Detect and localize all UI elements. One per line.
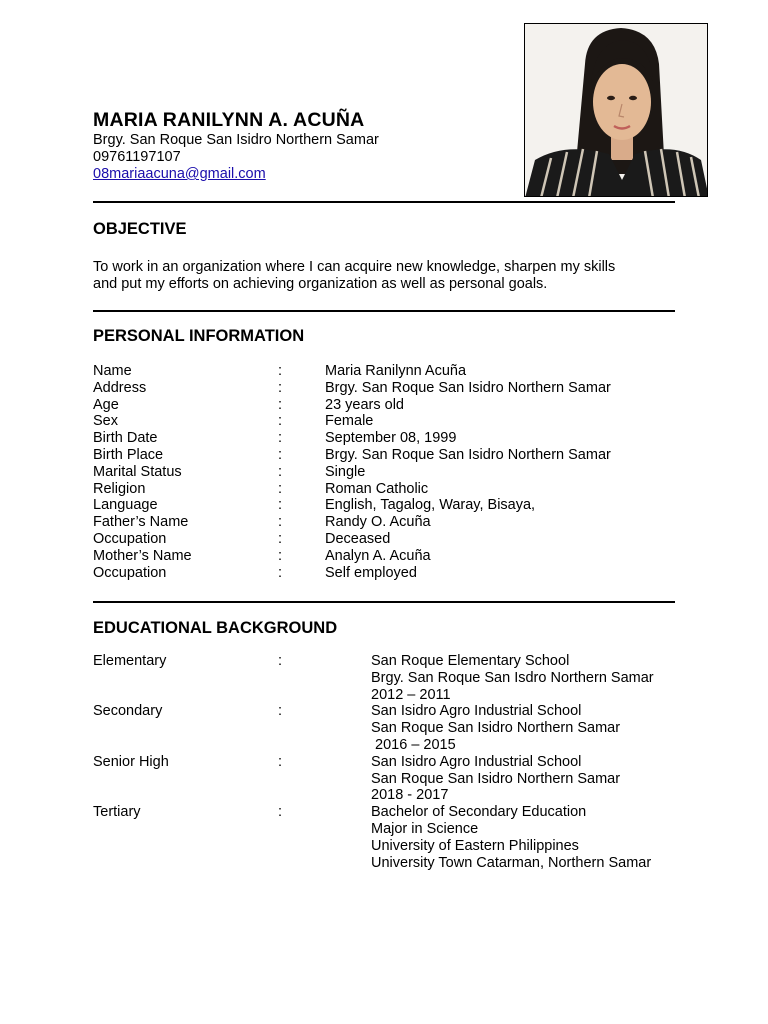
- info-separator: :: [278, 547, 283, 564]
- education-details: [371, 653, 654, 703]
- education-details: [371, 754, 654, 804]
- info-separator: :: [278, 497, 283, 514]
- education-table: [93, 653, 654, 871]
- objective-line: and put my efforts on achieving organization as well as personal goals.: [93, 276, 548, 292]
- education-separator: :: [278, 703, 283, 720]
- info-value: 23 years old: [325, 396, 404, 413]
- education-level: Elementary: [93, 653, 167, 669]
- info-label: Sex: [93, 413, 118, 430]
- info-separator: :: [278, 396, 283, 413]
- info-label: Birth Date: [93, 430, 158, 447]
- info-value: Randy O. Acuña: [325, 514, 431, 531]
- education-entry: [93, 804, 654, 871]
- info-separator: :: [278, 446, 283, 463]
- education-level: Secondary: [93, 703, 163, 720]
- education-entry: [93, 653, 654, 703]
- education-detail-line: University of Eastern Philippines: [371, 837, 579, 854]
- education-entry: [93, 754, 654, 804]
- info-separator: :: [278, 564, 283, 581]
- education-separator: :: [278, 653, 283, 669]
- info-label: Occupation: [93, 564, 167, 581]
- education-detail-line: University Town Catarman, Northern Samar: [371, 854, 652, 871]
- divider: [93, 601, 675, 603]
- education-detail-line: Brgy. San Roque San Isdro Northern Samar: [371, 669, 654, 686]
- divider: [93, 201, 675, 203]
- education-level: Tertiary: [93, 804, 141, 821]
- contact-address: Brgy. San Roque San Isidro Northern Samar: [93, 132, 379, 148]
- education-entry: [93, 703, 654, 753]
- applicant-name: MARIA RANILYNN A. ACUÑA: [93, 109, 365, 131]
- info-separator: :: [278, 480, 283, 497]
- education-heading: EDUCATIONAL BACKGROUND: [93, 619, 338, 637]
- divider: [93, 310, 675, 312]
- education-detail-line: San Roque Elementary School: [371, 653, 570, 669]
- education-detail-line: Bachelor of Secondary Education: [371, 804, 587, 821]
- personal-info-heading: PERSONAL INFORMATION: [93, 327, 305, 345]
- education-detail-line: 2018 - 2017: [371, 787, 449, 804]
- info-label: Father’s Name: [93, 514, 189, 531]
- education-detail-line: 2012 – 2011: [371, 686, 451, 703]
- info-label: Age: [93, 396, 119, 413]
- education-details: [371, 703, 654, 753]
- info-separator: :: [278, 413, 283, 430]
- info-label: Religion: [93, 480, 146, 497]
- info-separator: :: [278, 379, 283, 396]
- info-label: Occupation: [93, 530, 167, 547]
- education-separator: :: [278, 804, 283, 821]
- objective-text: [93, 259, 693, 293]
- info-value: English, Tagalog, Waray, Bisaya,: [325, 497, 536, 514]
- info-value: Self employed: [325, 564, 417, 581]
- education-details: [371, 804, 654, 871]
- education-separator: :: [278, 753, 283, 770]
- info-separator: :: [278, 430, 283, 447]
- contact-block: [93, 132, 379, 183]
- contact-email-link[interactable]: 08mariaacuna@gmail.com: [93, 166, 266, 182]
- info-separator: :: [278, 363, 283, 379]
- portrait-image: [525, 24, 708, 197]
- objective-line: To work in an organization where I can acquire new knowledge, sharpen my skills: [93, 259, 616, 275]
- education-detail-line: San Isidro Agro Industrial School: [371, 753, 582, 770]
- info-label: Marital Status: [93, 463, 182, 480]
- info-separator: :: [278, 530, 283, 547]
- info-value: Deceased: [325, 530, 391, 547]
- info-label: Name: [93, 363, 132, 379]
- info-value: Brgy. San Roque San Isidro Northern Samar: [325, 379, 611, 396]
- info-label: Mother’s Name: [93, 547, 192, 564]
- info-separator: :: [278, 514, 283, 531]
- contact-phone: 09761197107: [93, 149, 181, 165]
- education-level: Senior High: [93, 753, 169, 770]
- objective-heading: OBJECTIVE: [93, 220, 187, 238]
- info-value: Roman Catholic: [325, 480, 429, 497]
- education-detail-line: San Roque San Isidro Northern Samar: [371, 770, 621, 787]
- profile-photo: [524, 23, 708, 197]
- education-detail-line: 2016 – 2015: [371, 736, 456, 753]
- info-value: Single: [325, 463, 366, 480]
- info-label: Birth Place: [93, 446, 164, 463]
- education-detail-line: Major in Science: [371, 820, 479, 837]
- info-value: Maria Ranilynn Acuña: [325, 363, 467, 379]
- info-value: Female: [325, 413, 374, 430]
- info-value: Analyn A. Acuña: [325, 547, 431, 564]
- info-label: Address: [93, 379, 147, 396]
- info-value: Brgy. San Roque San Isidro Northern Samar: [325, 446, 611, 463]
- education-detail-line: San Roque San Isidro Northern Samar: [371, 720, 621, 737]
- education-detail-line: San Isidro Agro Industrial School: [371, 703, 582, 720]
- info-label: Language: [93, 497, 158, 514]
- info-value: September 08, 1999: [325, 430, 457, 447]
- info-separator: :: [278, 463, 283, 480]
